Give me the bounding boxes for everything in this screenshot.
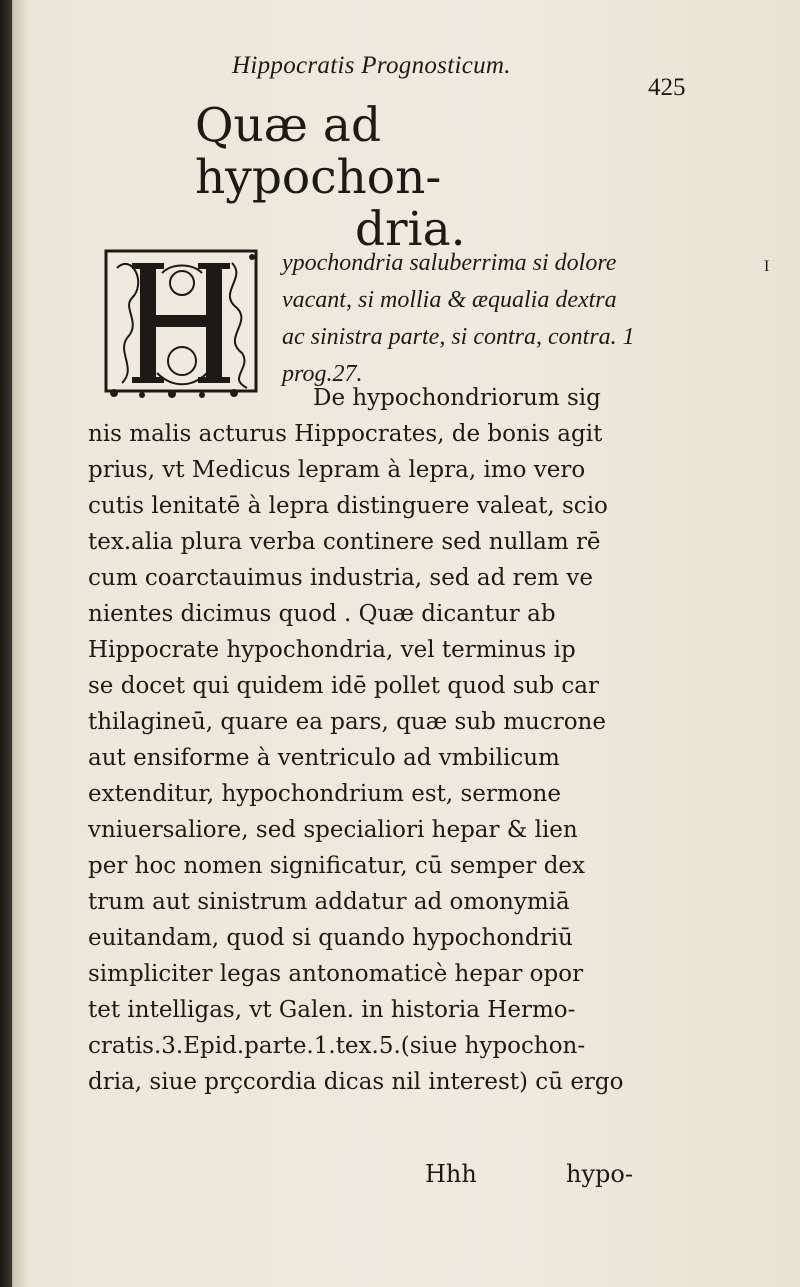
lemma-line: prog.27.: [282, 361, 363, 387]
section-title-line-1: Quæ ad hypochon-: [195, 98, 442, 205]
text-line: De hypochondriorum sig: [313, 385, 601, 411]
page-footer: [0, 1160, 800, 1200]
decorated-initial-icon: [102, 243, 262, 403]
section-title-line-2: dria.: [355, 202, 466, 257]
page-number: 425: [648, 74, 686, 101]
text-line: tex.alia plura verba continere sed nullam rē: [88, 529, 601, 555]
page-header: [0, 52, 800, 101]
text-line: trum aut sinistrum addatur ad omonymiā: [88, 889, 570, 915]
text-line: vniuersaliore, sed specialiori hepar & lien: [88, 817, 578, 843]
book-gutter: [0, 0, 12, 1287]
section-title: [195, 100, 635, 256]
text-line: tet intelligas, vt Galen. in historia Hermo-: [88, 997, 576, 1023]
text-line: cutis lenitatē à lepra distinguere valeat, scio: [88, 493, 608, 519]
text-line: Hippocrate hypochondria, vel terminus ip: [88, 637, 576, 663]
text-line: thilagineū, quare ea pars, quæ sub mucrone: [88, 709, 606, 735]
text-line: euitandam, quod si quando hypochondriū: [88, 925, 573, 951]
running-head: Hippocratis Prognosticum.: [232, 52, 511, 79]
text-line: prius, vt Medicus lepram à lepra, imo vero: [88, 457, 586, 483]
text-line: cratis.3.Epid.parte.1.tex.5.(siue hypochon-: [88, 1033, 586, 1059]
text-line: cum coarctauimus industria, sed ad rem ve: [88, 565, 593, 591]
decorated-initial-h: [102, 243, 262, 403]
text-line: nientes dicimus quod . Quæ dicantur ab: [88, 601, 556, 627]
text-line: nis malis acturus Hippocrates, de bonis agit: [88, 421, 603, 447]
lemma-line: ypochondria saluberrima si dolore: [282, 250, 617, 276]
margin-note: I: [764, 258, 770, 275]
commentary-text: [88, 380, 728, 1100]
lemma-line: vacant, si mollia & æqualia dextra: [282, 287, 617, 313]
text-line: per hoc nomen significatur, cū semper dex: [88, 853, 586, 879]
signature-mark: Hhh: [425, 1160, 477, 1188]
catchword: hypo-: [566, 1160, 633, 1188]
lemma-block: [282, 245, 752, 393]
text-line: dria, siue prçcordia dicas nil interest) cū ergo: [88, 1069, 624, 1095]
lemma-line: ac sinistra parte, si contra, contra. 1: [282, 324, 635, 350]
text-line: se docet qui quidem idē pollet quod sub car: [88, 673, 599, 699]
text-line: extenditur, hypochondrium est, sermone: [88, 781, 561, 807]
text-line: simpliciter legas antonomaticè hepar opor: [88, 961, 584, 987]
text-line: aut ensiforme à ventriculo ad vmbilicum: [88, 745, 560, 771]
